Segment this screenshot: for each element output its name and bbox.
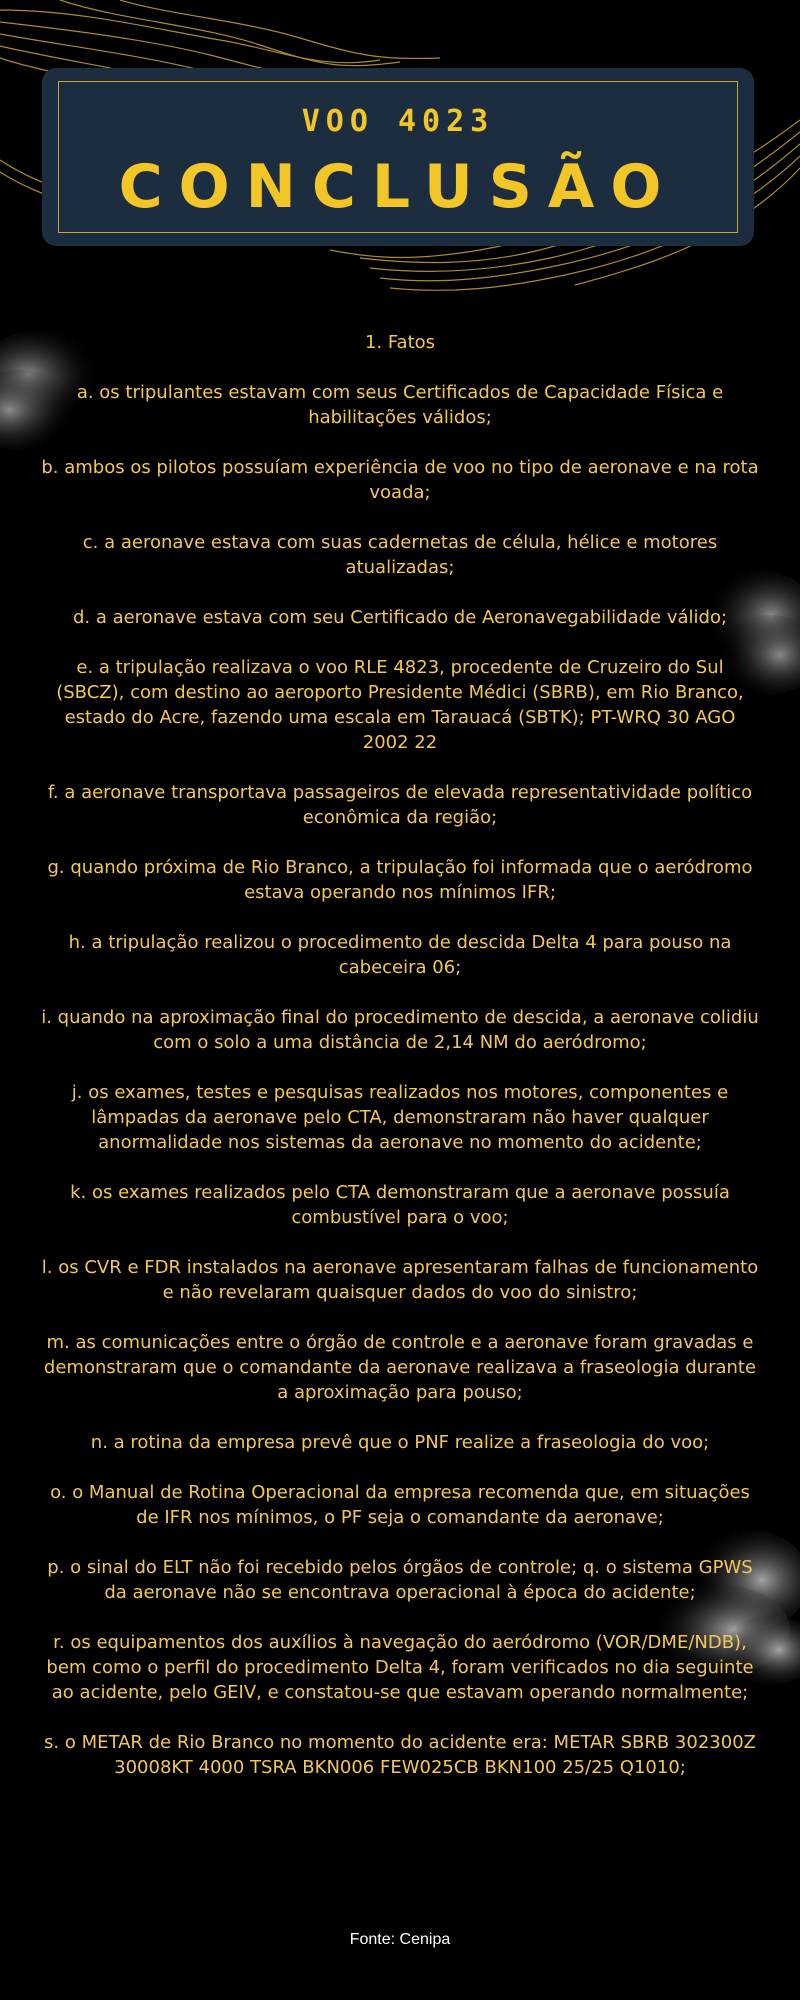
fact-item-h: h. a tripulação realizou o procedimento de descida Delta 4 para pouso na cabeceira 06; [68, 932, 732, 978]
fact-item-p-q: p. o sinal do ELT não foi recebido pelos órgãos de controle; q. o sistema GPWS da aeronave não se encontrava operacional à época do acidente; [47, 1557, 753, 1603]
fact-item-l: l. os CVR e FDR instalados na aeronave apresentaram falhas de funcionamento e não revelaram quaisquer dados do voo do sinistro; [41, 1257, 759, 1303]
fact-item-n: n. a rotina da empresa prevê que o PNF realize a fraseologia do voo; [90, 1432, 710, 1453]
fact-item-a: a. os tripulantes estavam com seus Certificados de Capacidade Física e habilitações válidos; [76, 382, 724, 428]
fact-item-r: r. os equipamentos dos auxílios à navegação do aeródromo (VOR/DME/NDB), bem como o perfil do procedimento Delta 4, foram verificados no dia seguinte ao acidente, pelo GEIV, e constatou-se que estavam operando normalmente; [46, 1632, 754, 1703]
fact-item-f: f. a aeronave transportava passageiros de elevada representatividade político econômica da região; [47, 782, 753, 828]
fact-item-o: o. o Manual de Rotina Operacional da empresa recomenda que, em situações de IFR nos mínimos, o PF seja o comandante da aeronave; [50, 1482, 750, 1528]
fact-item-k: k. os exames realizados pelo CTA demonstraram que a aeronave possuía combustível para o voo; [70, 1182, 730, 1228]
fact-item-s: s. o METAR de Rio Branco no momento do acidente era: METAR SBRB 302300Z 30008KT 4000 TSRA BKN006 FEW025CB BKN100 25/25 Q1010; [44, 1732, 756, 1778]
fact-item-m: m. as comunicações entre o órgão de controle e a aeronave foram gravadas e demonstraram que o comandante da aeronave realizava a fraseologia durante a aproximação para pouso; [43, 1332, 757, 1403]
facts-section [40, 330, 760, 1805]
fact-item-b: b. ambos os pilotos possuíam experiência de voo no tipo de aeronave e na rota voada; [41, 457, 759, 503]
fact-item-j: j. os exames, testes e pesquisas realizados nos motores, componentes e lâmpadas da aeronave pelo CTA, demonstraram não haver qualquer anormalidade nos sistemas da aeronave no momento do acidente; [71, 1082, 729, 1153]
title-card [42, 68, 754, 246]
flight-number: VOO 4023 [301, 104, 495, 139]
fact-item-d: d. a aeronave estava com seu Certificado de Aeronavegabilidade válido; [72, 607, 728, 628]
fact-item-c: c. a aeronave estava com suas cadernetas de célula, hélice e motores atualizadas; [82, 532, 718, 578]
fact-item-g: g. quando próxima de Rio Branco, a tripulação foi informada que o aeródromo estava operando nos mínimos IFR; [47, 857, 753, 903]
title-card-border [58, 81, 738, 233]
fact-item-e: e. a tripulação realizava o voo RLE 4823, procedente de Cruzeiro do Sul (SBCZ), com destino ao aeroporto Presidente Médici (SBRB), em Rio Branco, estado do Acre, fazendo uma escala em Tarauacá (SBTK); PT-WRQ 30 AGO 2002 22 [56, 657, 744, 753]
facts-heading: 1. Fatos [364, 332, 436, 353]
fact-item-i: i. quando na aproximação final do procedimento de descida, a aeronave colidiu com o solo a uma distância de 2,14 NM do aeródromo; [41, 1007, 759, 1053]
source-credit: Fonte: Cenipa [349, 1931, 451, 1948]
page-title: CONCLUSÃO [118, 152, 678, 222]
